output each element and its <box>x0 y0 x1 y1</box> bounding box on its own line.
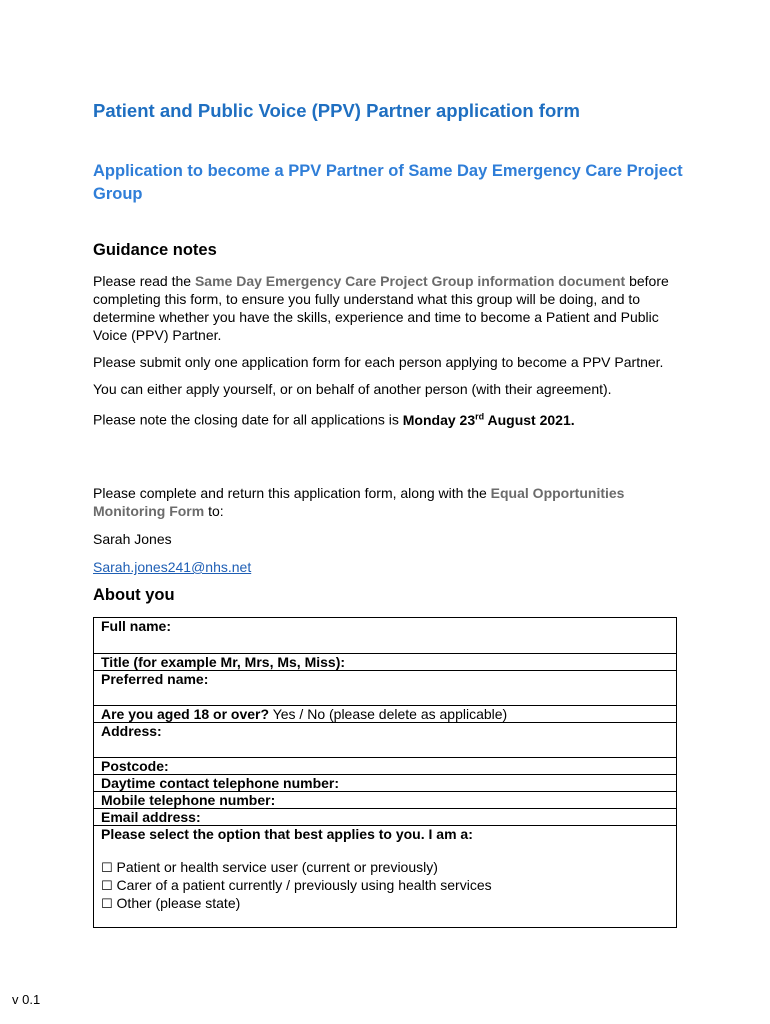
daytime-phone-field[interactable]: Daytime contact telephone number: <box>94 775 677 792</box>
age-field[interactable]: Are you aged 18 or over? Yes / No (please delete as applicable) <box>94 706 677 723</box>
guidance-paragraph-2: Please submit only one application form for each person applying to become a PPV Partner. <box>93 354 664 370</box>
about-you-heading: About you <box>93 586 175 604</box>
equal-opportunities-form-link[interactable]: Equal Opportunities Monitoring Form <box>93 485 625 519</box>
submission-instructions <box>93 484 693 586</box>
version-label: v 0.1 <box>12 992 41 1007</box>
applicant-type-prompt: Please select the option that best applies to you. I am a: <box>101 826 473 842</box>
about-you-form-table <box>93 617 677 928</box>
contact-name: Sarah Jones <box>93 531 172 547</box>
preferred-name-field[interactable]: Preferred name: <box>94 671 677 706</box>
guidance-paragraph-1: Please read the Same Day Emergency Care Project Group information document before completing this form, to ensure you fully understand what this group will be doing, and to determine whether you have the skills, experience and time to become a Patient and Public Voice (PPV) Partner. <box>93 273 669 343</box>
applicant-type-cell <box>94 826 677 928</box>
guidance-notes <box>93 272 693 438</box>
applicant-type-options <box>101 859 669 913</box>
checkbox-icon[interactable]: ☐ <box>101 879 113 894</box>
submission-text: Please complete and return this application form, along with the Equal Opportunities Monitoring Form to: <box>93 485 625 519</box>
page-title: Patient and Public Voice (PPV) Partner application form <box>93 100 580 121</box>
page-subtitle: Application to become a PPV Partner of Same Day Emergency Care Project Group <box>93 162 683 203</box>
title-field[interactable]: Title (for example Mr, Mrs, Ms, Miss): <box>94 654 677 671</box>
checkbox-icon[interactable]: ☐ <box>101 861 113 876</box>
option-carer[interactable]: ☐ Carer of a patient currently / previously using health services <box>101 877 492 894</box>
mobile-phone-field[interactable]: Mobile telephone number: <box>94 792 677 809</box>
contact-email-link[interactable]: Sarah.jones241@nhs.net <box>93 559 252 575</box>
postcode-field[interactable]: Postcode: <box>94 758 677 775</box>
guidance-paragraph-4: Please note the closing date for all applications is Monday 23rd August 2021. <box>93 411 575 428</box>
address-field[interactable]: Address: <box>94 723 677 758</box>
option-other[interactable]: ☐ Other (please state) <box>101 895 241 912</box>
info-document-link[interactable]: Same Day Emergency Care Project Group information document <box>194 273 626 289</box>
closing-date: Monday 23rd August 2021. <box>402 411 575 428</box>
guidance-heading: Guidance notes <box>93 241 217 259</box>
email-field[interactable]: Email address: <box>94 809 677 826</box>
guidance-paragraph-3: You can either apply yourself, or on behalf of another person (with their agreement). <box>93 381 612 397</box>
checkbox-icon[interactable]: ☐ <box>101 897 113 912</box>
full-name-field[interactable]: Full name: <box>94 618 677 654</box>
option-patient[interactable]: ☐ Patient or health service user (current or previously) <box>101 859 438 876</box>
